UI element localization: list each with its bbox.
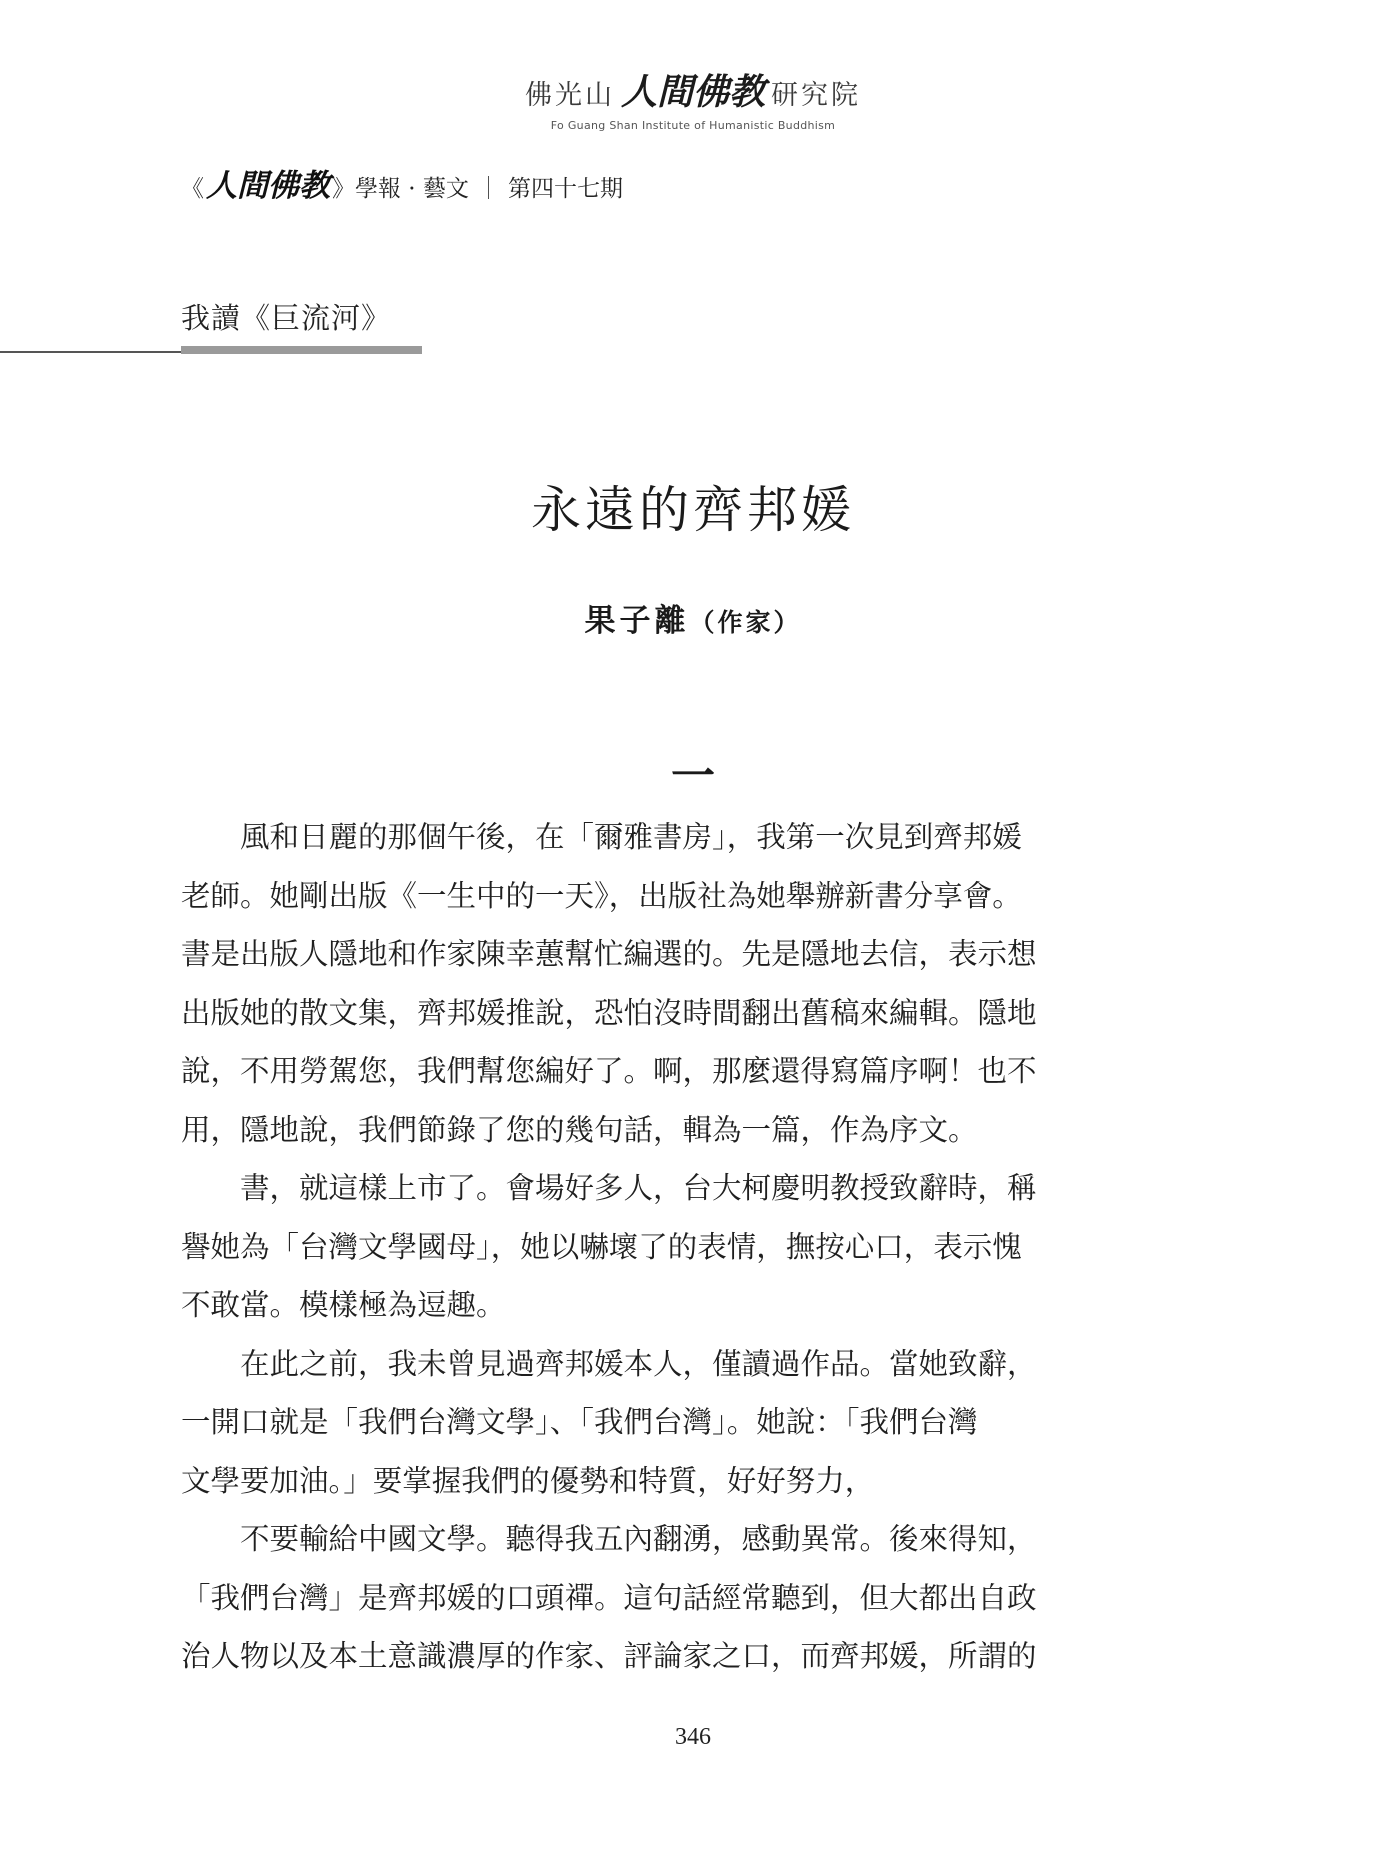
text-line: 文學要加油。」要掌握我們的優勢和特質，好好努力， <box>181 1463 875 1498</box>
section-title: 我讀《巨流河》 <box>181 301 392 335</box>
journal-close-bracket: 》 <box>332 176 355 202</box>
institute-brand-logo: 人間佛教 <box>620 72 765 113</box>
text-line: 「我們台灣」是齊邦媛的口頭禪。這句話經常聽到，但大都出自政 <box>181 1580 1037 1615</box>
text-line: 譽她為「台灣文學國母」，她以嚇壞了的表情，撫按心口，表示愧 <box>181 1229 1022 1264</box>
article-author <box>0 595 1386 640</box>
author-note: （作家） <box>689 608 802 637</box>
text-line: 一開口就是「我們台灣文學」、「我們台灣」。她說：「我們台灣 <box>181 1405 978 1439</box>
institute-header <box>0 64 1386 132</box>
article-title: 永遠的齊邦媛 <box>531 481 855 539</box>
text-line: 書，就這樣上市了。會場好多人，台大柯慶明教授致辭時，稱 <box>240 1171 1037 1205</box>
text-line: 出版她的散文集，齊邦媛推說，恐怕沒時間翻出舊稿來編輯。隱地 <box>181 995 1037 1030</box>
institute-english-name: Fo Guang Shan Institute of Humanistic Buddhism <box>550 119 836 132</box>
section-rule-thick <box>181 346 422 354</box>
journal-separator: ｜ <box>476 176 500 202</box>
text-line: 治人物以及本土意識濃厚的作家、評論家之口，而齊邦媛，所謂的 <box>181 1639 1037 1673</box>
institute-prefix: 佛光山 <box>524 80 615 111</box>
paragraph <box>181 1510 1191 1686</box>
part-number: 一 <box>671 751 715 802</box>
section-rule-thin <box>0 351 181 353</box>
author-name: 果子離 <box>584 603 690 639</box>
institute-name <box>0 64 1386 115</box>
journal-issue: 第四十七期 <box>507 176 623 202</box>
text-line: 風和日麗的那個午後，在「爾雅書房」，我第一次見到齊邦媛 <box>240 820 1022 854</box>
journal-brand-logo: 人間佛教 <box>206 168 330 204</box>
text-line: 用，隱地說，我們節錄了您的幾句話，輯為一篇，作為序文。 <box>181 1112 978 1147</box>
journal-running-header <box>181 160 623 205</box>
text-line: 老師。她剛出版《一生中的一天》，出版社為她舉辦新書分享會。 <box>181 878 1022 913</box>
text-line: 書是出版人隱地和作家陳幸蕙幫忙編選的。先是隱地去信，表示想 <box>181 937 1037 971</box>
text-line: 說，不用勞駕您，我們幫您編好了。啊，那麼還得寫篇序啊！也不 <box>181 1054 1037 1088</box>
journal-open-bracket: 《 <box>181 176 204 202</box>
text-line: 在此之前，我未曾見過齊邦媛本人，僅讀過作品。當她致辭， <box>240 1346 1037 1381</box>
article-body <box>181 808 1191 1686</box>
paragraph <box>181 1159 1191 1335</box>
paragraph <box>181 808 1191 1159</box>
text-line: 不要輸給中國文學。聽得我五內翻湧，感動異常。後來得知， <box>240 1522 1037 1556</box>
paragraph <box>181 1335 1191 1511</box>
journal-name: 學報 · 藝文 <box>355 176 469 202</box>
page-number: 346 <box>675 1724 711 1750</box>
text-line: 不敢當。模樣極為逗趣。 <box>181 1288 506 1322</box>
institute-suffix: 研究院 <box>771 80 861 111</box>
